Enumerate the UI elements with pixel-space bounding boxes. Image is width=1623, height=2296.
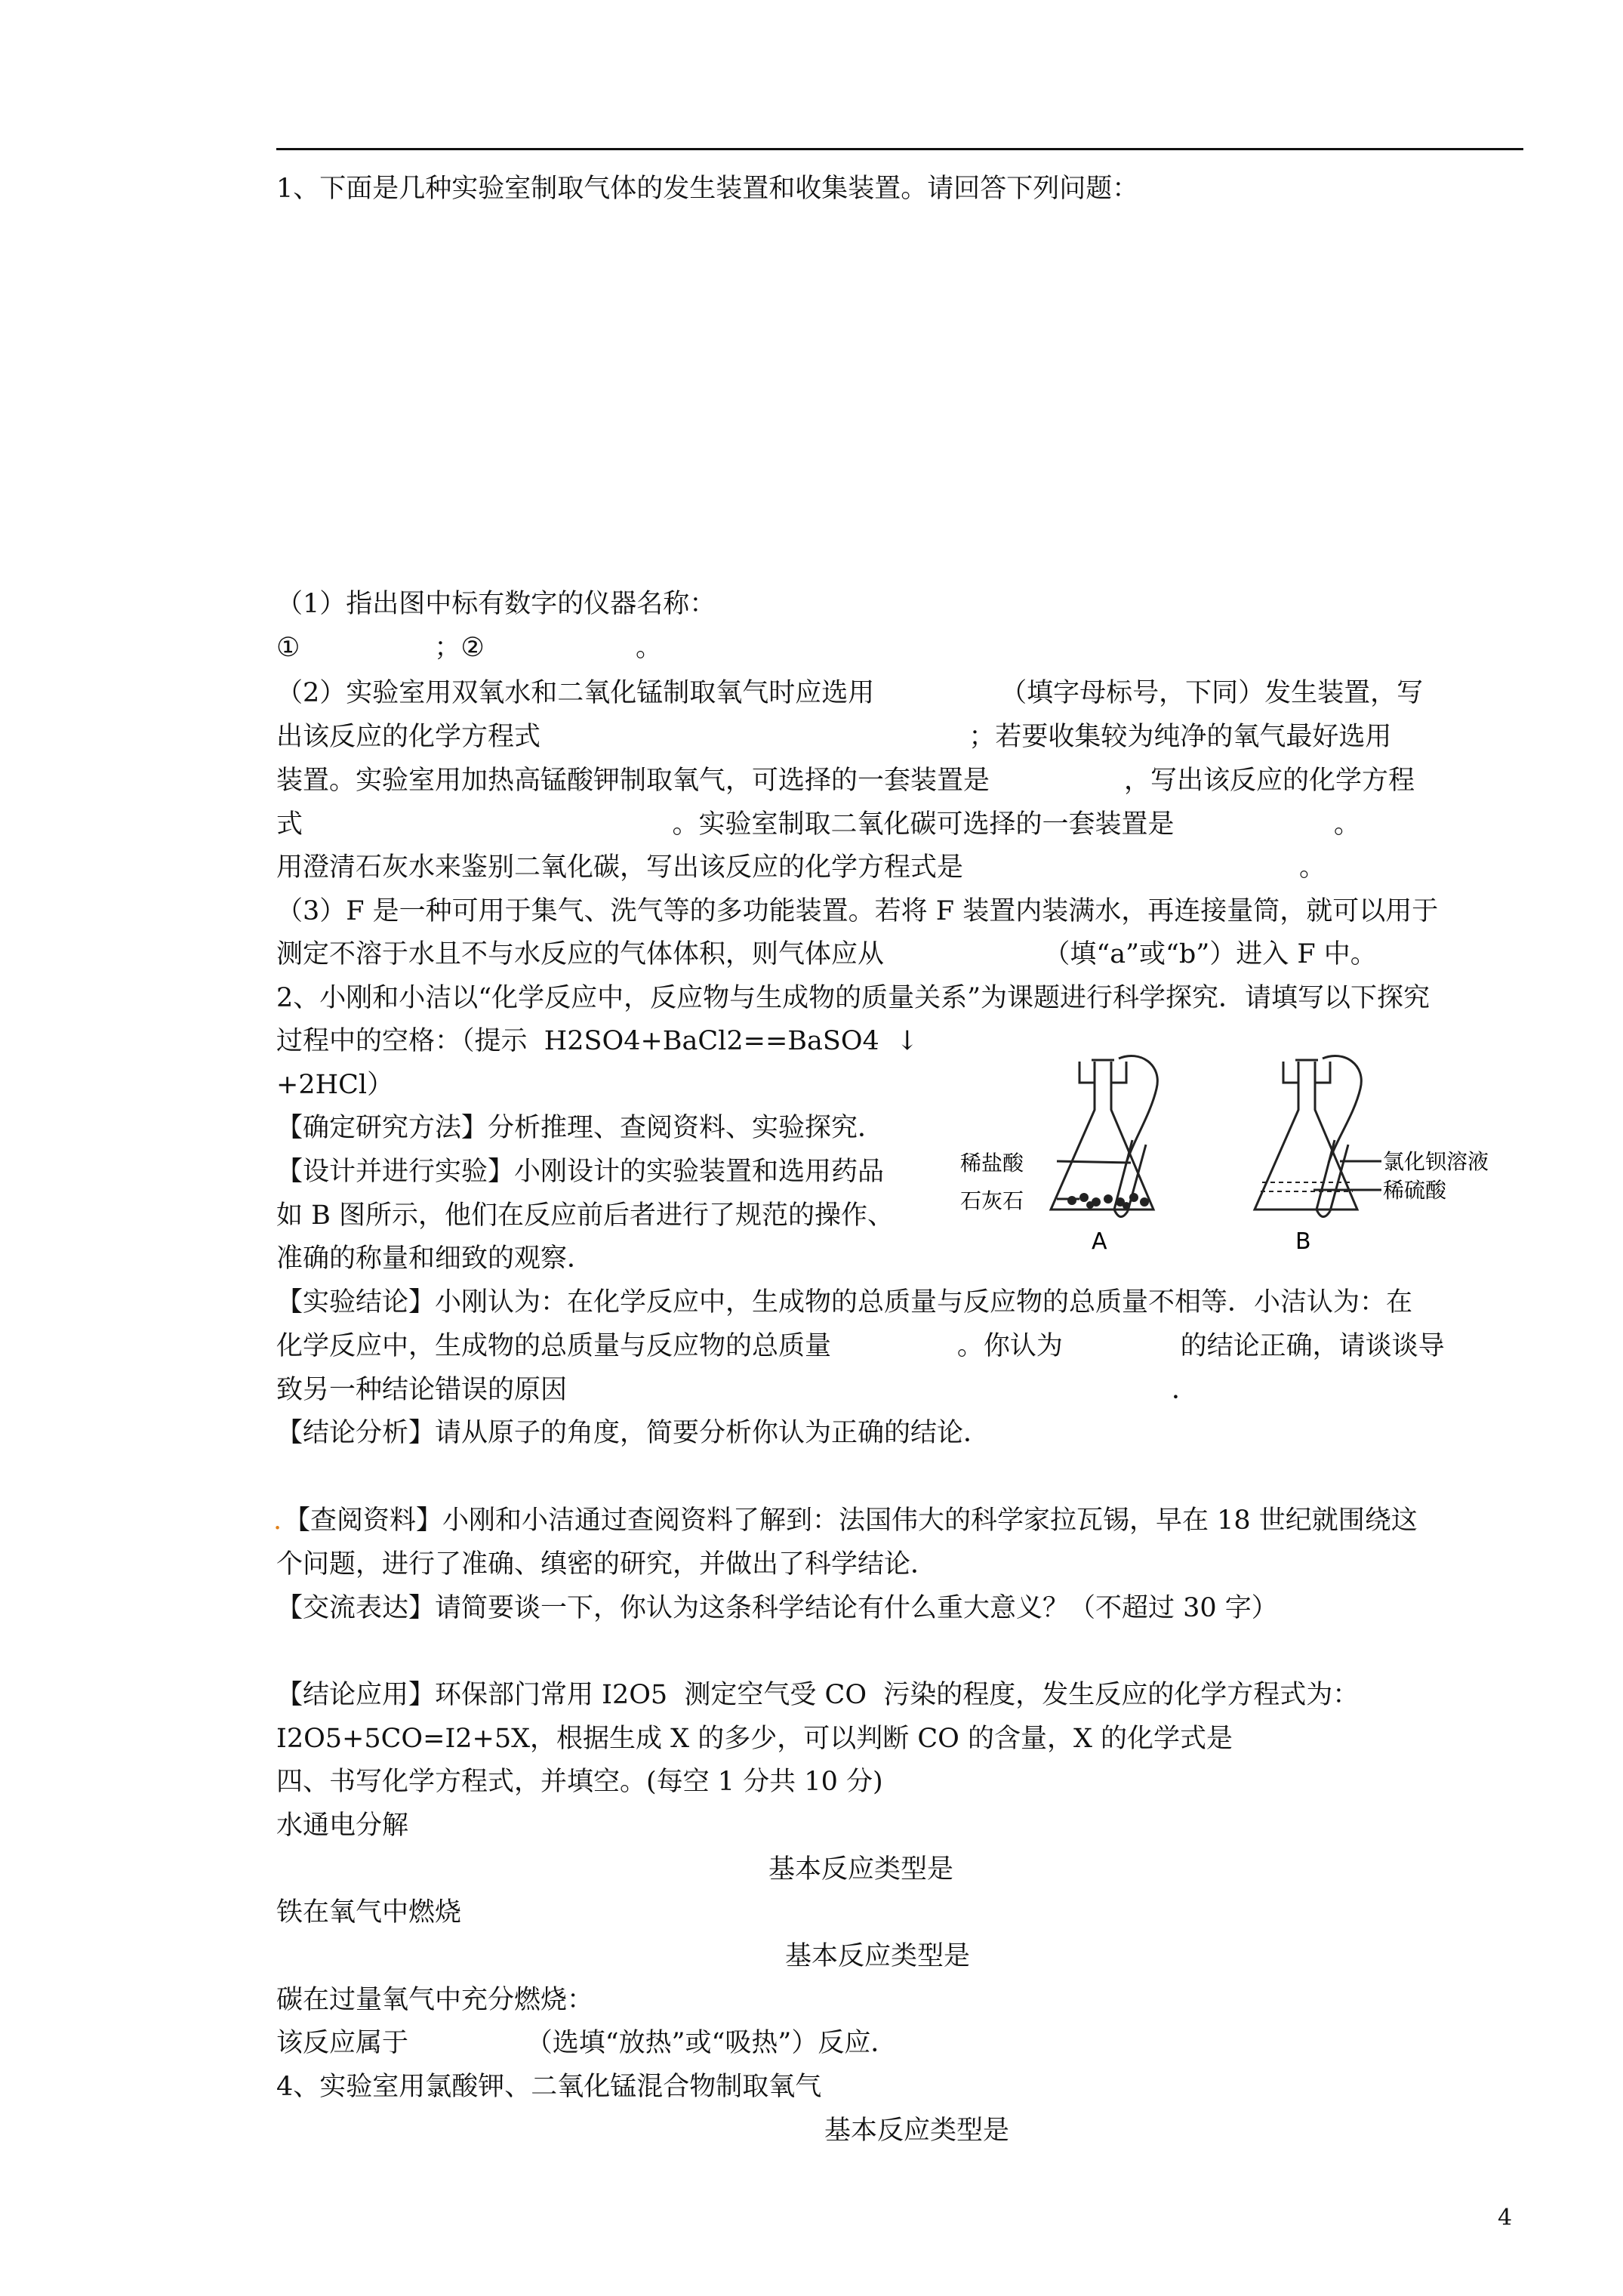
eq1-type: 基本反应类型是 [768, 1854, 954, 1885]
q1-blanks: ① ；② 。 [276, 633, 663, 663]
q2-design-1: 【设计并进行实验】小刚设计的实验装置和选用药品 [276, 1157, 885, 1187]
eq1-text: 水通电分解 [276, 1811, 409, 1841]
label-limestone: 石灰石 [960, 1188, 1024, 1213]
limestone-particles [1067, 1193, 1149, 1210]
q2-design-2: 如 B 图所示，他们在反应前后者进行了规范的操作、 [276, 1200, 894, 1231]
q1-part2-line5: 用澄清石灰水来鉴别二氧化碳，写出该反应的化学方程式是 。 [276, 852, 1326, 883]
q2-conclusion-2: 化学反应中，生成物的总质量与反应物的总质量 。你认为 的结论正确，请谈谈导 [276, 1331, 1445, 1361]
q2-reference-2: 个问题，进行了准确、缜密的研究，并做出了科学结论． [276, 1549, 938, 1579]
eq2-type: 基本反应类型是 [785, 1941, 971, 1971]
flask-b-tube [1323, 1056, 1361, 1163]
eq4-type: 基本反应类型是 [824, 2116, 1010, 2146]
eq4-text: 4、实验室用氯酸钾、二氧化锰混合物制取氧气 [276, 2072, 822, 2102]
label-bacl2: 氯化钡溶液 [1383, 1149, 1489, 1174]
q2-conclusion-3: 致另一种结论错误的原因 ． [276, 1375, 1199, 1405]
page-number: 4 [1498, 2205, 1513, 2231]
label-line-hcl [1057, 1161, 1131, 1163]
label-h2so4: 稀硫酸 [1383, 1178, 1447, 1203]
flask-experiment-figure [959, 1049, 1502, 1261]
eq3-heat: 该反应属于 （选填“放热”或“吸热”）反应． [276, 2028, 898, 2058]
q1-part2-line4: 式 。实验室制取二氧化碳可选择的一套装置是 。 [276, 809, 1360, 840]
q2-conclusion-1: 【实验结论】小刚认为：在化学反应中，生成物的总质量与反应物的总质量不相等．小洁认为：在 [276, 1287, 1413, 1318]
q2-analysis: 【结论分析】请从原子的角度，简要分析你认为正确的结论． [276, 1418, 990, 1448]
q2-application-2: I2O5+5CO=I2+5X，根据生成 X 的多少，可以判断 CO 的含量，X 的化学式是 [276, 1724, 1233, 1754]
q1-title: 1、下面是几种实验室制取气体的发生装置和收集装置。请回答下列问题： [276, 174, 1139, 204]
label-b: B [1295, 1228, 1311, 1255]
q2-application-1: 【结论应用】环保部门常用 I2O5 测定空气受 CO 污染的程度，发生反应的化学方程式为： [276, 1680, 1360, 1710]
q1-part2-line1: （2）实验室用双氧水和二氧化锰制取氧气时应选用 （填字母标号，下同）发生装置，写 [276, 678, 1424, 708]
flask-a-tube [1119, 1056, 1157, 1163]
label-a: A [1092, 1228, 1107, 1255]
q2-exchange: 【交流表达】请简要谈一下，你认为这条科学结论有什么重大意义？（不超过 30 字） [276, 1593, 1278, 1623]
q1-part2-line3: 装置。实验室用加热高锰酸钾制取氧气，可选择的一套装置是 ，写出该反应的化学方程 [276, 766, 1415, 796]
orange-dot-mark: . [273, 1505, 282, 1536]
eq2-text: 铁在氧气中燃烧 [276, 1897, 462, 1928]
q1-part3-line1: （3）F 是一种可用于集气、洗气等的多功能装置。若将 F 装置内装满水，再连接量筒，就可以用于 [276, 896, 1439, 926]
section4-title: 四、书写化学方程式，并填空。(每空 1 分共 10 分) [276, 1767, 883, 1797]
q2-line3: +2HCl） [276, 1070, 394, 1100]
q2-method: 【确定研究方法】分析推理、查阅资料、实验探究． [276, 1113, 885, 1143]
label-hcl: 稀盐酸 [960, 1151, 1024, 1176]
header-rule [276, 148, 1523, 150]
q1-part2-line2: 出该反应的化学方程式 ；若要收集较为纯净的氧气最好选用 [276, 722, 1392, 752]
q2-line1: 2、小刚和小洁以“化学反应中，反应物与生成物的质量关系”为课题进行科学探究．请填写以下探究 [276, 983, 1431, 1013]
q1-part1: （1）指出图中标有数字的仪器名称： [276, 589, 716, 619]
q2-line2: 过程中的空格：（提示 H2SO4+BaCl2==BaSO4 ↓ [276, 1026, 919, 1056]
eq3-text: 碳在过量氧气中充分燃烧： [276, 1985, 594, 2015]
q2-reference-1: 【查阅资料】小刚和小洁通过查阅资料了解到：法国伟大的科学家拉瓦锡，早在 18 世纪就围绕这 [284, 1505, 1418, 1536]
q2-design-3: 准确的称量和细致的观察． [276, 1244, 594, 1274]
q1-part3-line2: 测定不溶于水且不与水反应的气体体积，则气体应从 （填“a”或“b”）进入 F 中。 [276, 939, 1377, 969]
